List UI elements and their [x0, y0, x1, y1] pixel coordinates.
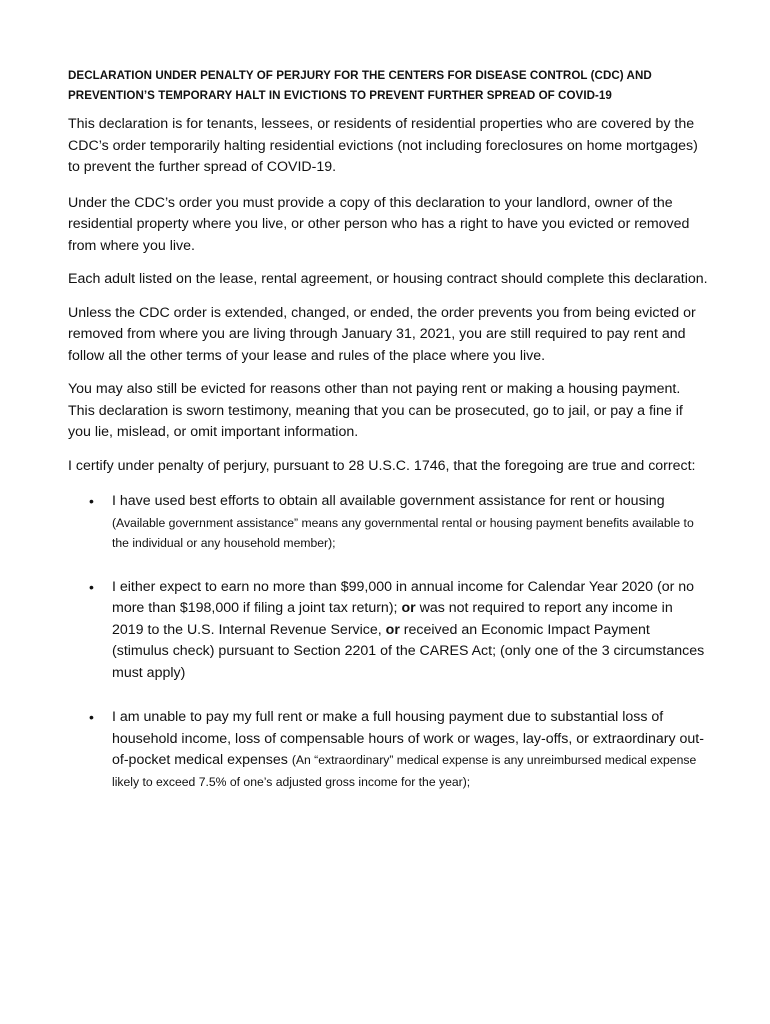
- medical-expense-note: (An “extraordinary” medical expense is any unreimbursed medical expense likely to exceed 7.5% of one’s adjusted gross income for the year);: [112, 753, 697, 789]
- or-emphasis: or: [385, 621, 400, 638]
- sworn-testimony-paragraph: You may also still be evicted for reasons other than not paying rent or making a housing payment. This declaration is sworn testimony, meaning that you can be prosecuted, go to jail, or pay a fine if you lie, mislead, or omit important information.: [68, 381, 683, 440]
- copy-requirement-paragraph: Under the CDC’s order you must provide a copy of this declaration to your landlord, owner of the residential property where you live, or other person who has a right to have you evicted or removed from where you live.: [68, 194, 690, 254]
- certification-paragraph: I certify under penalty of perjury, pursuant to 28 U.S.C. 1746, that the foregoing are true and correct:: [68, 457, 696, 474]
- list-item: [68, 491, 708, 554]
- list-item: [68, 707, 708, 793]
- order-duration-paragraph: Unless the CDC order is extended, changed, or ended, the order prevents you from being evicted or removed from where you are living through January 31, 2021, you are still required to pay rent and follow all the other terms of your lease and rules of the place where you live.: [68, 304, 696, 364]
- bullet-icon: •: [89, 493, 94, 509]
- bullet-icon: •: [89, 709, 94, 725]
- assistance-note: (Available government assistance” means any governmental rental or housing payment benefits available to the individual or any household member);: [112, 515, 694, 550]
- document-page: [68, 66, 708, 816]
- income-statement-part2: was not required to report any income in 2019 to the U.S. Internal Revenue Service,: [112, 600, 673, 638]
- adult-completion-paragraph: Each adult listed on the lease, rental agreement, or housing contract should complete this declaration.: [68, 271, 708, 287]
- intro-paragraph: This declaration is for tenants, lessees, or residents of residential properties who are covered by the CDC’s order temporarily halting residential evictions (not including foreclosures on home mortgages) to prevent the further spread of COVID-19.: [68, 116, 698, 175]
- list-item: [68, 577, 708, 685]
- document-title: DECLARATION UNDER PENALTY OF PERJURY FOR THE CENTERS FOR DISEASE CONTROL (CDC) AND PREVENTION’S TEMPORARY HALT IN EVICTIONS TO PREVENT FURTHER SPREAD OF COVID-19: [68, 69, 652, 102]
- bullet-icon: •: [89, 578, 94, 595]
- assistance-statement: I have used best efforts to obtain all available government assistance for rent or housing: [112, 493, 665, 509]
- income-statement-part3: received an Economic Impact Payment (stimulus check) pursuant to Section 2201 of the CARES Act; (only one of the 3 circumstances must apply): [112, 621, 705, 681]
- certification-list: [68, 491, 708, 793]
- income-statement-part1: I either expect to earn no more than $99,000 in annual income for Calendar Year 2020 (or no more than $198,000 if filing a joint tax return);: [112, 578, 695, 616]
- or-emphasis: or: [401, 600, 416, 616]
- hardship-statement: I am unable to pay my full rent or make a full housing payment due to substantial loss of household income, loss of compensable hours of work or wages, lay-offs, or extraordinary out-of-pocket medical expenses: [112, 709, 704, 768]
